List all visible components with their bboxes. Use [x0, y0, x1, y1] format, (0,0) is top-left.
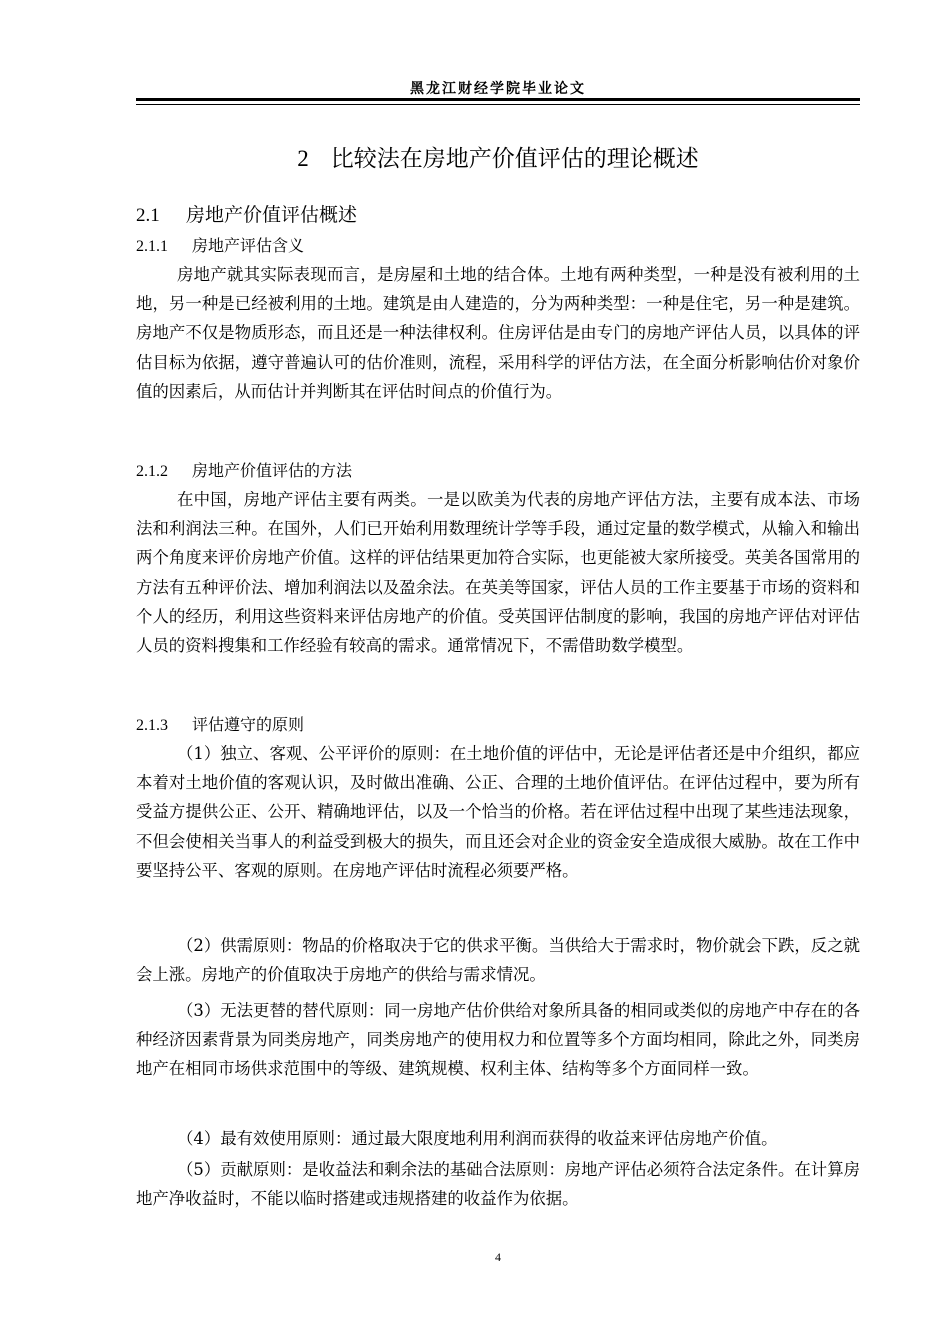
- section-title: 房地产评估含义: [192, 236, 305, 255]
- section-title: 房地产价值评估的方法: [192, 461, 353, 480]
- chapter-title: [136, 140, 860, 173]
- section-title: 评估遵守的原则: [192, 715, 305, 734]
- principle-item-2: （2）供需原则：物品的价格取决于它的供求平衡。当供给大于需求时，物价就会下跌，反之就会上涨。房地产的价值取决于房地产的供给与需求情况。: [136, 936, 860, 985]
- principle-item-4: （4）最有效使用原则：通过最大限度地利用利润而获得的收益来评估房地产价值。: [177, 1129, 778, 1148]
- principle-item-5: （5）贡献原则：是收益法和剩余法的基础合法原则：房地产评估必须符合法定条件。在计算房地产净收益时，不能以临时搭建或违规搭建的收益作为依据。: [136, 1160, 860, 1209]
- header-rule-thin: [136, 104, 860, 105]
- paragraph-2-1-1: 房地产就其实际表现而言，是房屋和土地的结合体。土地有两种类型，一种是没有被利用的土地，另一种是已经被利用的土地。建筑是由人建造的，分为两种类型：一种是住宅，另一种是建筑。房地产不仅是物质形态，而且还是一种法律权利。住房评估是由专门的房地产评估人员，以具体的评估目标为依据，遵守普遍认可的估价准则，流程，采用科学的评估方法，在全面分析影响估价对象价值的因素后，从而估计并判断其在评估时间点的价值行为。: [136, 265, 860, 401]
- section-heading-2-1-1: [136, 233, 304, 256]
- section-number: 2.1.1: [136, 238, 168, 255]
- page-number: 4: [495, 1250, 501, 1264]
- section-number: 2.1.2: [136, 463, 168, 480]
- section-number: 2.1: [136, 205, 160, 226]
- chapter-number: 2: [297, 146, 309, 171]
- chapter-title-text: 比较法在房地产价值评估的理论概述: [330, 146, 699, 172]
- principle-item-1: （1）独立、客观、公平评价的原则：在土地价值的评估中，无论是评估者还是中介组织，都应本着对土地价值的客观认识，及时做出准确、公正、合理的土地价值评估。在评估过程中，要为所有受益方提供公正、公开、精确地评估，以及一个恰当的价格。若在评估过程中出现了某些违法现象，不但会使相关当事人的利益受到极大的损失，而且还会对企业的资金安全造成很大威胁。故在工作中要坚持公平、客观的原则。在房地产评估时流程必须要严格。: [136, 744, 860, 880]
- header-rule-thick: [136, 98, 860, 101]
- principle-item-3: （3）无法更替的替代原则：同一房地产估价供给对象所具备的相同或类似的房地产中存在的各种经济因素背景为同类房地产，同类房地产的使用权力和位置等多个方面均相同，除此之外，同类房地产在相同市场供求范围中的等级、建筑规模、权利主体、结构等多个方面同样一致。: [136, 1001, 860, 1079]
- header-title: 黑龙江财经学院毕业论文: [410, 81, 586, 97]
- section-heading-2-1: [136, 200, 357, 227]
- section-number: 2.1.3: [136, 717, 168, 734]
- paragraph-2-1-2: 在中国，房地产评估主要有两类。一是以欧美为代表的房地产评估方法，主要有成本法、市场法和利润法三种。在国外，人们已开始利用数理统计学等手段，通过定量的数学模式，从输入和输出两个角度来评价房地产价值。这样的评估结果更加符合实际，也更能被大家所接受。英美各国常用的方法有五种评价法、增加利润法以及盈余法。在英美等国家，评估人员的工作主要基于市场的资料和个人的经历，利用这些资料来评估房地产的价值。受英国评估制度的影响，我国的房地产评估对评估人员的资料搜集和工作经验有较高的需求。通常情况下，不需借助数学模型。: [136, 490, 860, 656]
- section-heading-2-1-3: [136, 712, 304, 735]
- section-title: 房地产价值评估概述: [186, 204, 358, 226]
- section-heading-2-1-2: [136, 458, 352, 481]
